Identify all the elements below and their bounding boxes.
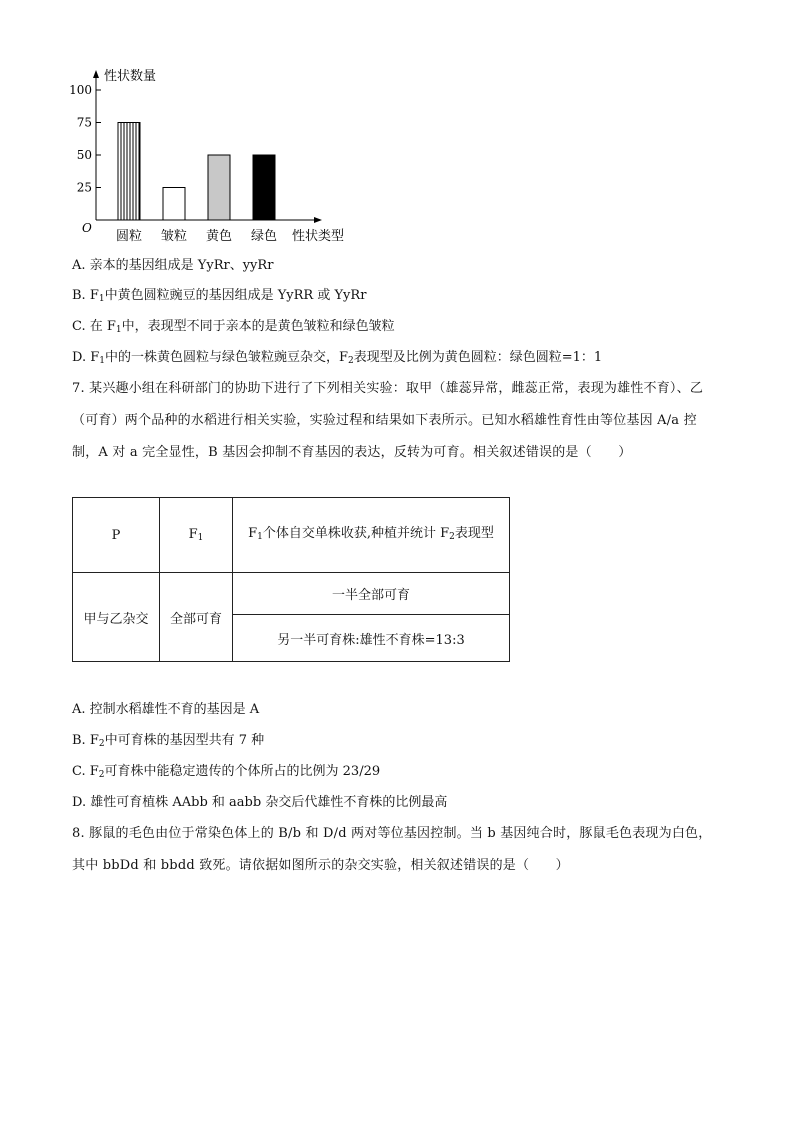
y-tick-label: 100 — [69, 83, 92, 97]
header-p: P — [73, 498, 160, 573]
x-category-label: 圆粒 — [115, 229, 143, 244]
y-axis-label: 性状数量 — [104, 69, 157, 84]
q6-option-a: A. 亲本的基因组成是 YyRr、yyRr — [72, 258, 274, 273]
bar-2 — [208, 155, 230, 220]
y-tick-label: 50 — [76, 148, 92, 162]
bar-1 — [163, 188, 185, 221]
q6-option-d: D. $F_1$中的一株黄色圆粒与绿色皱粒豌豆杂交，$F_2$表现型及比例为黄色圆粒：绿色圆粒=1：1 — [72, 350, 603, 366]
chart-svg — [60, 62, 360, 252]
bar-chart — [60, 62, 360, 252]
experiment-table — [72, 497, 510, 662]
q6-option-c: C. 在 $F_1$中，表现型不同于亲本的是黄色皱粒和绿色皱粒 — [72, 319, 395, 335]
cell-f1-result: 全部可育 — [160, 573, 233, 662]
q7-option-d: D. 雄性可育植株 AAbb 和 aabb 杂交后代雄性不育株的比例最高 — [72, 795, 448, 810]
x-category-label: 绿色 — [250, 229, 278, 244]
header-f1: $F_1$ — [160, 498, 233, 573]
table-header-row — [73, 498, 510, 573]
cell-p-cross: 甲与乙杂交 — [73, 573, 160, 662]
cell-f2-half-a: 一半全部可育 — [233, 573, 510, 615]
q7-option-a: A. 控制水稻雄性不育的基因是 A — [72, 702, 260, 717]
y-tick-label: 75 — [76, 115, 92, 130]
q8-stem: 8. 豚鼠的毛色由位于常染色体上的 B/b 和 D/d 两对等位基因控制。当 b 基因纯合时，豚鼠毛色表现为白色，其中 bbDd 和 bbdd 致死。请依据如图所示的杂交实验，相关叙述错误的是（ ） — [72, 826, 712, 873]
x-axis-arrow — [314, 217, 322, 223]
bar-3 — [253, 155, 275, 220]
q6-option-b: B. $F_1$中黄色圆粒豌豆的基因组成是 YyRR 或 YyRr — [72, 288, 367, 304]
origin-label: O — [82, 221, 92, 235]
x-category-label: 皱粒 — [160, 229, 188, 244]
q7-option-c: C. $F_2$可育株中能稳定遗传的个体所占的比例为 23/29 — [72, 764, 381, 780]
y-axis-arrow — [93, 70, 99, 78]
table-row — [73, 573, 510, 615]
header-f2: $F_1$个体自交单株收获,种植并统计 $F_2$表现型 — [233, 498, 510, 573]
x-category-label: 黄色 — [205, 229, 233, 244]
bar-0 — [118, 123, 140, 221]
y-tick-label: 25 — [76, 180, 92, 195]
q7-option-b: B. $F_2$中可育株的基因型共有 7 种 — [72, 733, 265, 749]
x-axis-label: 性状类型 — [292, 229, 345, 244]
cell-f2-half-b: 另一半可育株:雄性不育株=13:3 — [233, 615, 510, 662]
q7-stem: 7. 某兴趣小组在科研部门的协助下进行了下列相关实验：取甲（雄蕊异常，雌蕊正常，表现为雄性不育）、乙（可育）两个品种的水稻进行相关实验，实验过程和结果如下表所示。已知水稻雄性育性由等位基因 A/a 控制，A 对 a 完全显性，B 基因会抑制不育基因的表达，反转为可育。相关叙述错误的是（ ） — [72, 381, 704, 460]
